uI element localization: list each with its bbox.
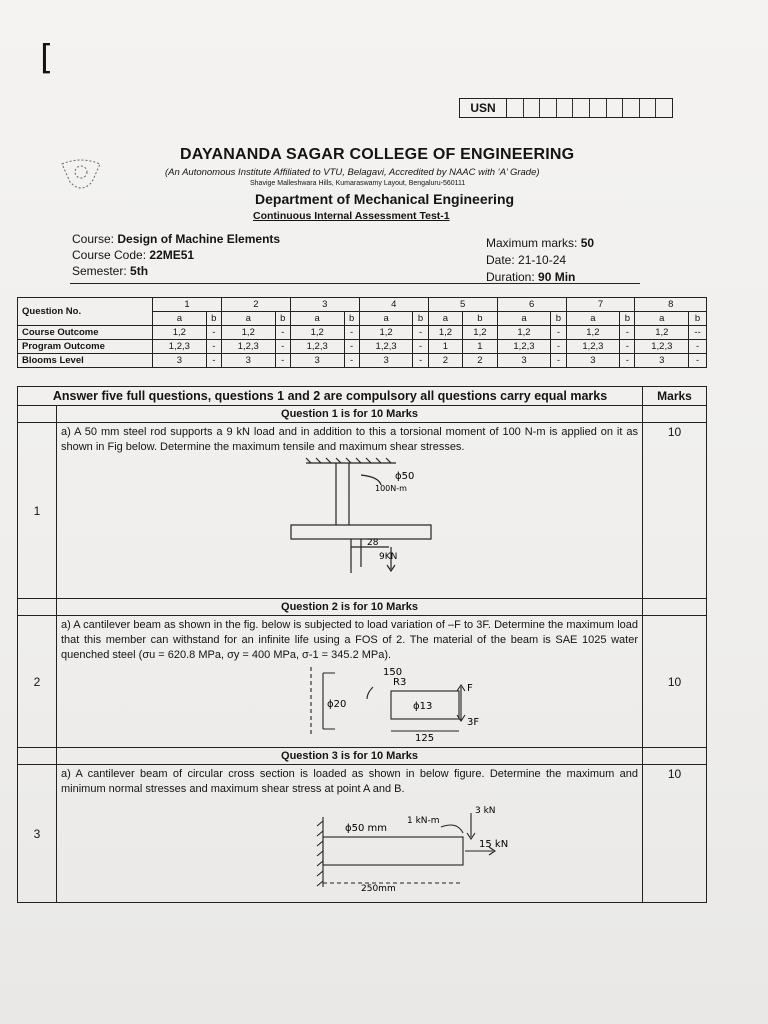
sub-question-cell: b [275,312,290,326]
blank-cell [643,406,707,423]
mapping-value-cell: - [413,354,428,368]
row-label: Course Outcome [18,326,153,340]
sub-question-cell: a [635,312,689,326]
blank-cell [643,599,707,616]
usn-cell [656,99,672,117]
fig-label: 1 kN-m [407,816,440,826]
max-marks-label: Maximum marks: [486,236,578,250]
department-name: Department of Mechanical Engineering [255,191,515,207]
mapping-value-cell: 1,2 [153,326,207,340]
question-heading: Question 3 is for 10 Marks [57,748,643,765]
rod-torsion-figure [61,455,621,577]
usn-label: USN [460,99,507,117]
question-number-cell: 2 [221,298,290,312]
test-title: Continuous Internal Assessment Test-1 [253,210,450,222]
mapping-value-cell: 1,2,3 [635,340,689,354]
question-text: a) A cantilever beam of circular cross section is loaded as shown in below figure. Determine the maximum and minimum normal stresses and maximum shear stress at point A and B. [61,768,638,795]
mapping-value-cell: 1,2,3 [566,340,620,354]
blank-cell [18,406,57,423]
usn-cell [607,99,624,117]
row-label: Program Outcome [18,340,153,354]
question-row [18,616,707,748]
usn-cell [640,99,657,117]
question-number-cell: 1 [153,298,222,312]
question-body [57,616,643,748]
usn-cell [590,99,607,117]
question-text: a) A cantilever beam as shown in the fig. below is subjected to load variation of –F to 3F. Determine the maximum load that this member can withstand for an infinite life using a FOS of 2. The material of the beam is SAE 1025 water quenched steel (σu = 620.8 MPa, σy = 400 MPa, σ-1 = 345.2 MPa). [61,619,638,661]
course-code-line [72,248,194,262]
program-outcome-row [18,340,707,354]
blank-cell [643,748,707,765]
question-heading-row [18,748,707,765]
mapping-value-cell: - [344,326,359,340]
sub-question-cell: a [497,312,551,326]
mapping-value-cell: - [275,340,290,354]
mapping-value-cell: 2 [463,354,497,368]
question-table [17,386,707,903]
sub-question-cell: b [206,312,221,326]
mapping-value-cell: - [620,354,635,368]
semester-label: Semester: [72,264,127,278]
marks-header: Marks [643,387,707,406]
semester-line [72,264,148,278]
mapping-value-cell: 3 [635,354,689,368]
mapping-value-cell: 1,2 [566,326,620,340]
blooms-level-row [18,354,707,368]
mapping-value-cell: - [551,340,566,354]
mapping-value-cell: - [689,354,707,368]
fig-label: 15 kN [479,839,509,850]
usn-cell [524,99,541,117]
course-code-label: Course Code: [72,248,147,262]
circular-cantilever-figure [61,797,621,893]
mapping-value-cell: - [551,326,566,340]
sub-question-cell: b [551,312,566,326]
mapping-value-cell: - [344,354,359,368]
date-value: 21-10-24 [518,253,567,267]
sub-question-cell: a [359,312,413,326]
mapping-value-cell: - [413,326,428,340]
question-body [57,423,643,599]
blank-cell [18,599,57,616]
sub-question-cell: a [566,312,620,326]
blank-cell [18,748,57,765]
fig-label: F [467,683,473,694]
question-heading: Question 1 is for 10 Marks [57,406,643,423]
mapping-value-cell: 3 [221,354,275,368]
course-line [72,232,280,246]
fig-label: ɸ13 [413,701,433,712]
course-outcome-row [18,326,707,340]
max-marks-value: 50 [580,236,595,250]
mapping-value-cell: 1,2,3 [153,340,207,354]
mapping-value-cell: 3 [290,354,344,368]
mapping-value-cell: 1,2,3 [221,340,275,354]
question-number-cell: 6 [497,298,566,312]
sub-question-cell: a [290,312,344,326]
question-number-cell: 3 [290,298,359,312]
fig-label: ɸ50 mm [345,823,387,834]
mapping-value-cell: - [206,326,221,340]
course-code: 22ME51 [149,248,195,262]
question-text: a) A 50 mm steel rod supports a 9 kN load and in addition to this a torsional moment of 100 N-m is applied on it as shown in Fig below. Determine the maximum tensile and maximum shear stresses. [61,426,638,453]
mapping-value-cell: 1,2,3 [290,340,344,354]
fig-label: ɸ20 [327,699,347,710]
mapping-value-cell: - [413,340,428,354]
duration-value: 90 Min [538,270,576,284]
date-line [486,253,566,267]
mapping-value-cell: 3 [497,354,551,368]
question-number-row [18,298,707,312]
header-divider [70,283,640,284]
sub-question-cell: b [620,312,635,326]
sub-question-cell: b [463,312,497,326]
usn-cell [540,99,557,117]
question-marks: 10 [643,423,707,599]
question-body [57,765,643,903]
course-label: Course: [72,232,115,246]
mapping-value-cell: 1,2 [635,326,689,340]
question-number: 3 [18,765,57,903]
question-number-cell: 5 [428,298,497,312]
course-name: Design of Machine Elements [117,232,281,246]
question-number-cell: 7 [566,298,635,312]
question-heading: Question 2 is for 10 Marks [57,599,643,616]
row-label: Blooms Level [18,354,153,368]
question-heading-row [18,406,707,423]
mapping-value-cell: - [620,326,635,340]
mapping-value-cell: 1,2 [428,326,462,340]
question-heading-row [18,599,707,616]
duration-label: Duration: [486,270,535,284]
mapping-value-cell: 2 [428,354,462,368]
sub-question-cell: b [689,312,707,326]
usn-cell [507,99,524,117]
mapping-value-cell: 3 [566,354,620,368]
mapping-value-cell: - [620,340,635,354]
semester-value: 5th [130,264,149,278]
cantilever-fatigue-figure [61,663,621,745]
mapping-value-cell: -- [689,326,707,340]
sub-question-cell: b [344,312,359,326]
question-marks: 10 [643,765,707,903]
question-number: 2 [18,616,57,748]
sub-question-cell: b [413,312,428,326]
instruction-row [18,387,707,406]
usn-cell [623,99,640,117]
college-address: Shavige Malleshwara Hills, Kumaraswamy Layout, Bengaluru-560111 [250,180,466,187]
usn-box [459,98,673,118]
college-logo [58,158,104,198]
fig-label: 250mm [361,884,396,893]
question-number: 1 [18,423,57,599]
mapping-value-cell: 1,2 [497,326,551,340]
max-marks-line [486,236,594,250]
mapping-value-cell: - [551,354,566,368]
mapping-value-cell: 1,2,3 [497,340,551,354]
duration-line [486,270,575,284]
fig-label: 100N-m [375,484,407,493]
college-name: DAYANANDA SAGAR COLLEGE OF ENGINEERING [180,146,575,163]
outcome-mapping-table [17,297,707,368]
mapping-value-cell: - [275,354,290,368]
usn-cell [557,99,574,117]
question-no-header: Question No. [18,298,153,326]
question-marks: 10 [643,616,707,748]
mapping-value-cell: 1,2 [290,326,344,340]
question-row [18,423,707,599]
mapping-value-cell: - [206,354,221,368]
fig-label: 28 [367,538,379,548]
mapping-value-cell: - [689,340,707,354]
usn-cell [573,99,590,117]
fig-label: R3 [393,677,407,688]
mapping-value-cell: 1,2 [221,326,275,340]
bracket-mark: [ [40,38,54,78]
instruction-text: Answer five full questions, questions 1 and 2 are compulsory all questions carry equal marks [18,387,643,406]
fig-label: 125 [415,733,435,744]
question-row [18,765,707,903]
mapping-value-cell: - [344,340,359,354]
mapping-value-cell: - [275,326,290,340]
fig-label: ɸ50 [395,471,415,482]
sub-question-cell: a [428,312,462,326]
question-number-cell: 8 [635,298,707,312]
mapping-value-cell: - [206,340,221,354]
mapping-value-cell: 1,2,3 [359,340,413,354]
mapping-value-cell: 1,2 [359,326,413,340]
sub-question-cell: a [221,312,275,326]
question-number-cell: 4 [359,298,428,312]
fig-label: 150 [383,667,403,678]
fig-label: 9KN [379,552,398,562]
mapping-value-cell: 3 [359,354,413,368]
mapping-value-cell: 1 [428,340,462,354]
fig-label: 3 kN [475,806,496,816]
sub-question-cell: a [153,312,207,326]
mapping-value-cell: 3 [153,354,207,368]
mapping-value-cell: 1 [463,340,497,354]
mapping-value-cell: 1,2 [463,326,497,340]
fig-label: 3F [467,717,480,728]
college-affiliation: (An Autonomous Institute Affiliated to VTU, Belagavi, Accredited by NAAC with ‘A’ Grade) [165,167,540,178]
date-label: Date: [486,253,515,267]
